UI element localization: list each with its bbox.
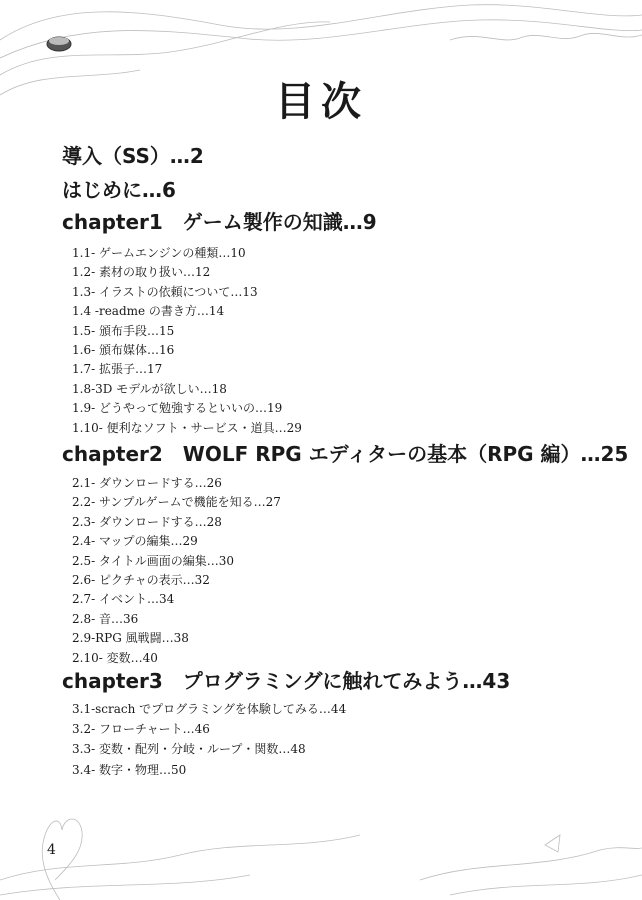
toc-entry: 1.8-3D モデルが欲しい…18 xyxy=(72,381,227,396)
page-title: 目次 xyxy=(275,79,367,125)
toc-entry: 2.2- サンプルゲームで機能を知る…27 xyxy=(72,495,281,510)
toc-entry: 2.3- ダウンロードする…28 xyxy=(72,514,222,529)
toc-entry: 3.3- 変数・配列・分岐・ループ・関数…48 xyxy=(72,742,306,757)
toc-chapter-heading: chapter2 WOLF RPG エディターの基本（RPG 編）…25 xyxy=(62,442,629,466)
toc-entry: 1.9- どうやって勉強するといいの…19 xyxy=(72,401,283,416)
cup-icon xyxy=(47,37,71,51)
toc-entry: 2.5- タイトル画面の編集…30 xyxy=(72,553,234,568)
toc-entry: 2.10- 変数…40 xyxy=(72,650,158,665)
toc-entry: 2.7- イベント…34 xyxy=(72,592,175,607)
toc-chapter-heading: 導入（SS）…2 xyxy=(62,144,204,168)
toc-entry: 2.8- 音…36 xyxy=(72,611,139,626)
toc-entry: 1.1- ゲームエンジンの種類…10 xyxy=(72,246,246,260)
page-number: 4 xyxy=(47,842,56,858)
toc-entry: 3.4- 数字・物理…50 xyxy=(72,762,187,777)
toc-chapter-heading: chapter3 プログラミングに触れてみよう…43 xyxy=(62,669,511,693)
toc-entry: 2.4- マップの編集…29 xyxy=(72,534,198,549)
toc-chapter-heading: chapter1 ゲーム製作の知識…9 xyxy=(62,210,377,234)
toc-entry: 2.9-RPG 風戦闘…38 xyxy=(72,631,189,646)
toc-entry: 1.6- 頒布媒体…16 xyxy=(72,343,175,357)
toc-entry: 1.10- 便利なソフト・サービス・道具…29 xyxy=(72,420,302,435)
toc-entry: 3.2- フローチャート…46 xyxy=(72,722,210,737)
toc-entry: 3.1-scrach でプログラミングを体験してみる…44 xyxy=(72,702,347,716)
toc-chapter-heading: はじめに…6 xyxy=(62,178,176,202)
toc-entry: 1.7- 拡張子…17 xyxy=(72,362,163,377)
toc-entry: 1.4 -readme の書き方…14 xyxy=(72,304,225,319)
toc-entry: 1.3- イラストの依頼について…13 xyxy=(72,284,258,299)
toc-entry: 1.2- 素材の取り扱い…12 xyxy=(72,265,211,280)
toc-entry: 2.6- ピクチャの表示…32 xyxy=(72,573,210,587)
toc-entry: 2.1- ダウンロードする…26 xyxy=(72,476,222,490)
toc-entry: 1.5- 頒布手段…15 xyxy=(72,323,175,338)
